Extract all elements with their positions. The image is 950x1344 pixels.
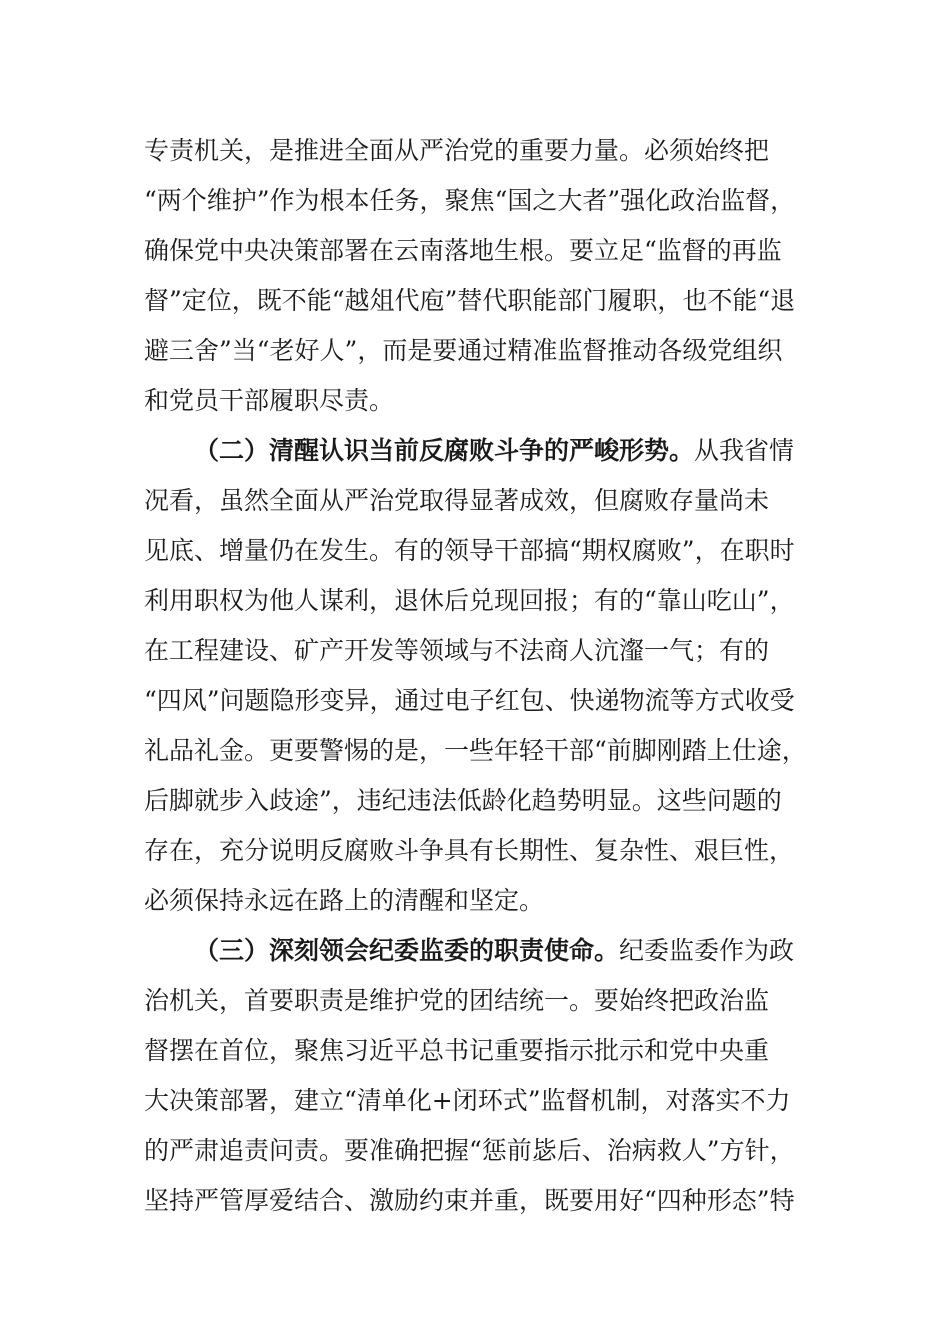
text-run: 从我省情 bbox=[694, 436, 795, 465]
text-line: 存在，充分说明反腐败斗争具有长期性、复杂性、艰巨性， bbox=[144, 836, 795, 865]
text-line: 必须保持永远在路上的清醒和坚定。 bbox=[144, 886, 545, 915]
text-line: 督摆在首位，聚焦习近平总书记重要指示批示和党中央重 bbox=[144, 1036, 770, 1065]
text-line: 的严肃追责问责。要准确把握“惩前毖后、治病救人”方针， bbox=[144, 1136, 795, 1165]
text-line: 确保党中央决策部署在云南落地生根。要立足“监督的再监 bbox=[144, 236, 782, 265]
text-line: 后脚就步入歧途”，违纪违法低龄化趋势明显。这些问题的 bbox=[144, 786, 782, 815]
paragraph-3 bbox=[144, 926, 816, 1226]
section-heading: （三）深刻领会纪委监委的职责使命。 bbox=[194, 936, 620, 965]
paragraph-first-line bbox=[144, 426, 816, 476]
text-line: 在工程建设、矿产开发等领域与不法商人沆瀣一气；有的 bbox=[144, 636, 770, 665]
text-line: 大决策部署，建立“清单化+闭环式”监督机制，对落实不力 bbox=[144, 1086, 791, 1115]
paragraph-1 bbox=[144, 126, 816, 426]
text-line: 况看，虽然全面从严治党取得显著成效，但腐败存量尚未 bbox=[144, 486, 770, 515]
text-line: 和党员干部履职尽责。 bbox=[144, 386, 395, 415]
text-line: 治机关，首要职责是维护党的团结统一。要始终把政治监 bbox=[144, 986, 770, 1015]
text-line: 避三舍”当“老好人”，而是要通过精准监督推动各级党组织 bbox=[144, 336, 783, 365]
text-line: 见底、增量仍在发生。有的领导干部搞“期权腐败”，在职时 bbox=[144, 536, 795, 565]
text-run: 纪委监委作为政 bbox=[619, 936, 795, 965]
text-line: 坚持严管厚爱结合、激励约束并重，既要用好“四种形态”特 bbox=[144, 1186, 795, 1215]
text-line: 专责机关，是推进全面从严治党的重要力量。必须始终把 bbox=[144, 136, 770, 165]
text-line: 礼品礼金。更要警惕的是，一些年轻干部“前脚刚踏上仕途， bbox=[144, 736, 807, 765]
document-body bbox=[144, 126, 816, 1226]
text-line: “四风”问题隐形变异，通过电子红包、快递物流等方式收受 bbox=[144, 686, 795, 715]
text-line: “两个维护”作为根本任务，聚焦“国之大者”强化政治监督， bbox=[144, 186, 796, 215]
paragraph-2 bbox=[144, 426, 816, 926]
text-line: 利用职权为他人谋利，退休后兑现回报；有的“靠山吃山”， bbox=[144, 586, 795, 615]
section-heading: （二）清醒认识当前反腐败斗争的严峻形势。 bbox=[194, 436, 695, 465]
paragraph-first-line bbox=[144, 926, 816, 976]
text-line: 督”定位，既不能“越俎代庖”替代职能部门履职，也不能“退 bbox=[144, 286, 796, 315]
